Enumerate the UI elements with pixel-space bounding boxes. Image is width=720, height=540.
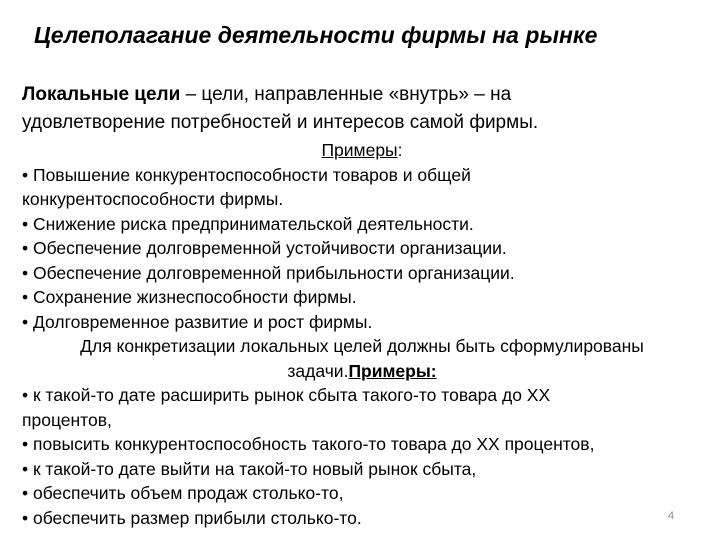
tasks-word: задачи.: [287, 360, 349, 381]
page-number: 4: [668, 510, 675, 522]
list-item: • к такой-то дате расширить рынок сбыта такого-то товара до ХХ: [22, 385, 551, 405]
examples-label: Примеры: [321, 140, 398, 160]
intro-line-2: удовлетворение потребностей и интересов самой фирмы.: [22, 112, 539, 133]
examples-colon: :: [397, 140, 403, 160]
tasks-examples-label: Примеры:: [348, 360, 437, 381]
local-goals-definition: – цели, направленные «внутрь» – на: [180, 84, 512, 105]
tasks-list: [22, 383, 702, 530]
list-item: • повысить конкурентоспособность такого-то товара до ХХ процентов,: [22, 434, 595, 454]
list-item: • Долговременное развитие и рост фирмы.: [22, 311, 373, 332]
tasks-line-2: [22, 359, 702, 384]
list-item: • обеспечить объем продаж столько-то,: [22, 483, 344, 503]
list-item: • Повышение конкурентоспособности товаров и общей: [22, 164, 471, 185]
list-item: • к такой-то дате выйти на такой-то новый рынок сбыта,: [22, 458, 477, 479]
local-goals-list: [22, 163, 702, 335]
local-goals-term: Локальные цели: [22, 84, 181, 105]
list-item: • Обеспечение долговременной устойчивости организации.: [22, 238, 507, 258]
tasks-line-1: Для конкретизации локальных целей должны быть сформулированы: [80, 336, 644, 356]
intro-line-1: [22, 82, 702, 108]
examples-heading: [22, 138, 702, 163]
list-item: • Обеспечение долговременной прибыльности организации.: [22, 262, 515, 283]
list-item: • обеспечить размер прибыли столько-то.: [22, 507, 362, 528]
list-item: • Сохранение жизнеспособности фирмы.: [22, 287, 357, 307]
list-item: конкурентоспособности фирмы.: [22, 189, 284, 209]
slide-content: [22, 82, 702, 530]
list-item: процентов,: [22, 409, 112, 430]
slide-title: Целеполагание деятельности фирмы на рынке: [34, 22, 598, 48]
list-item: • Снижение риска предпринимательской деятельности.: [22, 213, 474, 234]
